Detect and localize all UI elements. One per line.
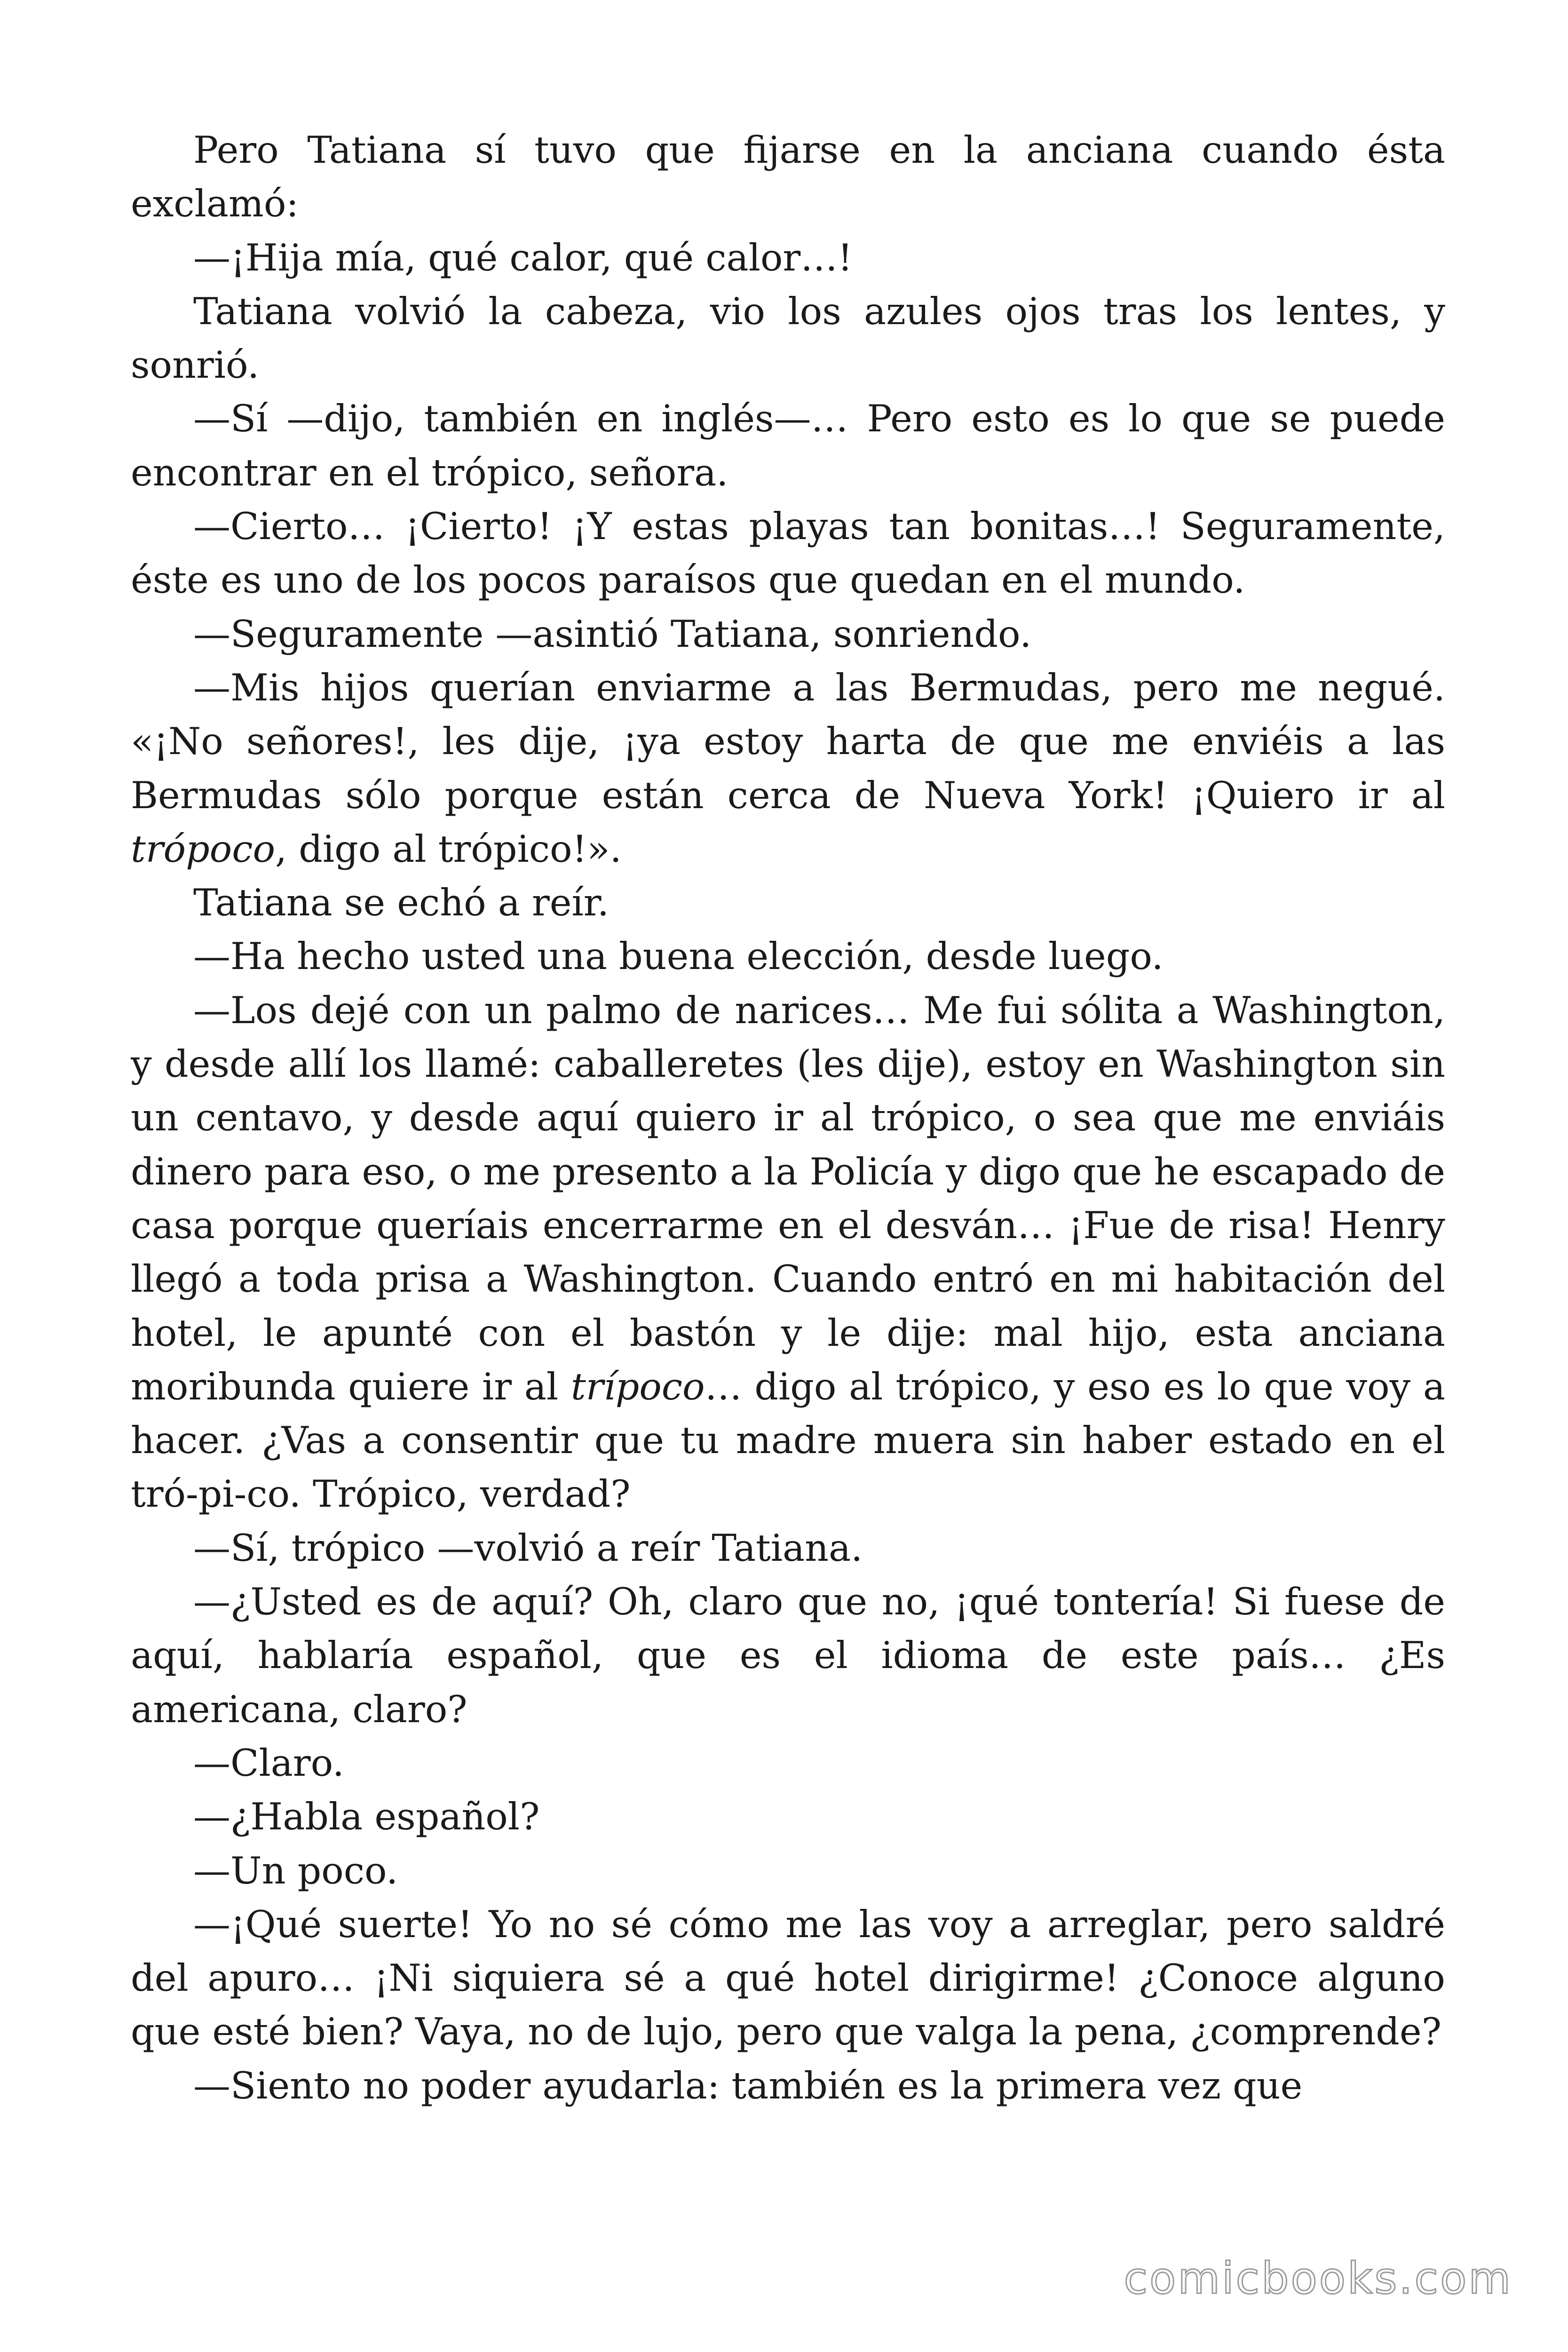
paragraph: —Un poco. — [193, 1849, 398, 1892]
watermark: comicbooks.com — [1124, 2253, 1513, 2304]
body-text — [131, 123, 1445, 2113]
paragraph: —¿Usted es de aquí? Oh, claro que no, ¡qué tontería! Si fuese de aquí, hablaría español, que es el idioma de este país… ¿Es americana, claro? — [131, 1580, 1445, 1731]
paragraph: —Cierto… ¡Cierto! ¡Y estas playas tan bonitas…! Seguramente, éste es uno de los pocos paraísos que quedan en el mundo. — [131, 505, 1445, 602]
paragraph: —Claro. — [193, 1741, 344, 1785]
paragraph: —Los dejé con un palmo de narices… Me fui sólita a Washington, y desde allí los llamé: caballeretes (les dije), estoy en Washington sin un centavo, y desde aquí quiero ir al trópico, o sea que me enviáis dinero para eso, o me presento a la Policía y digo que he escapado de casa porque queríais encerrarme en el desván… ¡Fue de risa! Henry llegó a toda prisa a Washington. Cuando entró en mi habitación del hotel, le apunté con el bastón y le dije: mal hijo, esta anciana moribunda quiere ir al trípoco… digo al trópico, y eso es lo que voy a hacer. ¿Vas a consentir que tu madre muera sin haber estado en el tró-pi-co. Trópico, verdad? — [131, 988, 1445, 1516]
paragraph: —Sí, trópico —volvió a reír Tatiana. — [193, 1526, 863, 1570]
paragraph: —Ha hecho usted una buena elección, desde luego. — [193, 935, 1164, 978]
paragraph: —Seguramente —asintió Tatiana, sonriendo. — [193, 612, 1032, 656]
paragraph: —Siento no poder ayudarla: también es la primera vez que — [193, 2064, 1303, 2107]
paragraph: —Mis hijos querían enviarme a las Bermudas, pero me negué. «¡No señores!, les dije, ¡ya estoy harta de que me enviéis a las Bermudas sólo porque están cerca de Nueva York! ¡Quiero ir al trópoco, digo al trópico!». — [131, 666, 1445, 871]
paragraph: —¿Habla español? — [193, 1795, 540, 1839]
paragraph: —Sí —dijo, también en inglés—… Pero esto es lo que se puede encontrar en el trópico, señora. — [131, 397, 1445, 494]
paragraph: —¡Hija mía, qué calor, qué calor…! — [193, 236, 853, 279]
paragraph: —¡Qué suerte! Yo no sé cómo me las voy a arreglar, pero saldré del apuro… ¡Ni siquiera sé a qué hotel dirigirme! ¿Conoce alguno que esté bien? Vaya, no de lujo, pero que valga la pena, ¿comprende? — [131, 1902, 1445, 2054]
paragraph: Tatiana volvió la cabeza, vio los azules ojos tras los lentes, y sonrió. — [131, 289, 1445, 387]
paragraph: Pero Tatiana sí tuvo que fijarse en la anciana cuando ésta exclamó: — [131, 128, 1445, 226]
paragraph: Tatiana se echó a reír. — [193, 881, 610, 925]
